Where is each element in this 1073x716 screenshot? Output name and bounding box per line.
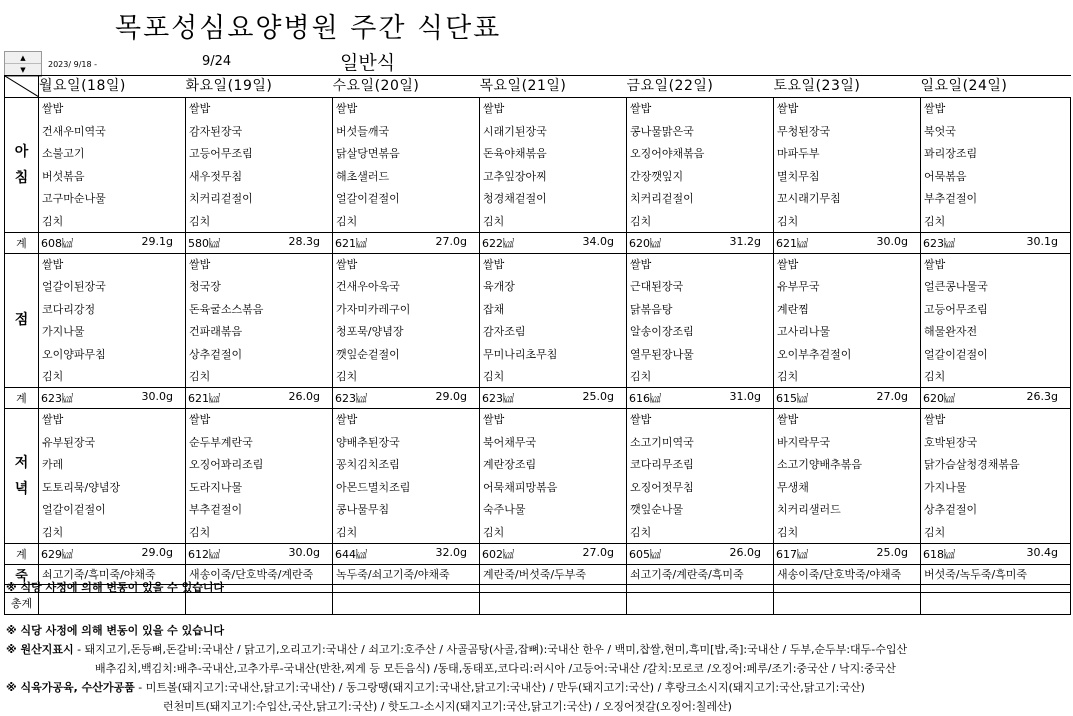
porridge-label: 죽 [5, 564, 39, 584]
protein-value: 29.1g [141, 234, 173, 248]
menu-item: 쌀밥 [189, 413, 211, 426]
menu-item: 해물완자전 [924, 325, 978, 338]
grand-total-cell [333, 592, 480, 614]
menu-item: 유부무국 [777, 280, 820, 293]
spacer-cell [480, 584, 627, 592]
menu-item: 고사리나물 [777, 325, 831, 338]
menu-item: 쌀밥 [777, 257, 799, 271]
menu-item: 코다리무조림 [630, 458, 694, 471]
total-cell [774, 543, 921, 564]
kcal-value: 618㎉ [923, 547, 955, 561]
menu-item: 유부된장국 [42, 435, 96, 449]
day-header: 수요일(20일) [333, 76, 480, 98]
menu-item: 김치 [336, 525, 358, 539]
grand-total-cell [39, 592, 186, 614]
menu-item: 쌀밥 [777, 413, 799, 426]
menu-item: 얼갈이겉절이 [42, 503, 106, 516]
menu-item: 아몬드멸치조림 [336, 480, 411, 494]
menu-item: 오징어꽈리조림 [189, 458, 264, 471]
day-header: 화요일(19일) [186, 76, 333, 98]
menu-item: 김치 [777, 370, 799, 383]
kcal-value: 621㎉ [335, 236, 367, 250]
porridge-item: 새송이죽/단호박죽/야채죽 [774, 564, 921, 584]
total-cell [774, 232, 921, 253]
total-cell [774, 388, 921, 409]
kcal-value: 605㎉ [629, 547, 661, 561]
processed-line-1: ※ 식육가공육, 수산가공품 - 미트볼(돼지고기:국내산,닭고기:국내산) / 동그랑땡(돼지고기:국내산,닭고기:국내산) / 만두(돼지고기:국산) / 후랑크소시지(돼지고기:국산,닭고기:국산) [6, 681, 865, 694]
protein-value: 27.0g [876, 390, 908, 403]
total-cell [333, 543, 480, 564]
meal-items-cell [921, 253, 1071, 388]
spacer-cell [333, 584, 480, 592]
porridge-item: 버섯죽/녹두죽/흑미죽 [921, 564, 1071, 584]
menu-item: 청경채겉절이 [483, 192, 547, 205]
meal-items-cell [333, 409, 480, 544]
menu-item: 오징어야채볶음 [630, 147, 705, 160]
grand-total-cell [627, 592, 774, 614]
menu-item: 마파두부 [777, 147, 820, 160]
kcal-value: 644㎉ [335, 547, 367, 561]
menu-item: 무미나리초무침 [483, 347, 558, 361]
date-to: 9/24 [202, 54, 232, 69]
menu-item: 쌀밥 [777, 102, 799, 115]
total-cell [921, 388, 1071, 409]
grand-total-cell [774, 592, 921, 614]
processed-line-2: 런천미트(돼지고기:수입산,국산,닭고기:국산) / 핫도그-소시지(돼지고기:국산,닭고기:국산) / 오징어젓갈(오징어:칠레산) [163, 700, 732, 713]
total-cell [480, 232, 627, 253]
protein-value: 27.0g [435, 234, 467, 248]
kcal-value: 621㎉ [188, 392, 220, 405]
meal-items-cell [480, 409, 627, 544]
grand-total-label: 총계 [5, 592, 39, 614]
menu-item: 멸치무침 [777, 169, 820, 183]
meal-items-cell [39, 409, 186, 544]
protein-value: 28.3g [288, 234, 320, 248]
change-note: ※ 식당 사정에 의해 변동이 있을 수 있습니다 [6, 624, 225, 637]
total-cell [333, 388, 480, 409]
menu-item: 상추겉절이 [189, 347, 243, 361]
menu-item: 김치 [630, 214, 652, 228]
spacer-cell [774, 584, 921, 592]
menu-item: 무청된장국 [777, 124, 831, 138]
diagonal-line [5, 76, 39, 97]
total-cell [480, 543, 627, 564]
porridge-item: 계란죽/버섯죽/두부죽 [480, 564, 627, 584]
day-header: 일요일(24일) [921, 76, 1071, 98]
menu-item: 고추잎장아찌 [483, 169, 547, 183]
menu-item: 쌀밥 [483, 413, 505, 426]
kcal-value: 629㎉ [41, 547, 73, 561]
menu-item: 닭가슴살청경채볶음 [924, 458, 1020, 471]
menu-item: 쌀밥 [630, 257, 652, 271]
total-cell [627, 232, 774, 253]
menu-item: 북어채무국 [483, 435, 537, 449]
spin-up-icon[interactable]: ▲ [5, 52, 41, 64]
menu-item: 코다리강정 [42, 302, 96, 316]
menu-item: 오징어젓무침 [630, 480, 694, 494]
protein-value: 30.1g [1026, 234, 1058, 248]
meal-items-cell [627, 253, 774, 388]
menu-item: 꼬시래기무침 [777, 192, 841, 205]
menu-item: 북엇국 [924, 124, 956, 138]
menu-item: 쌀밥 [630, 413, 652, 426]
kcal-value: 623㎉ [923, 236, 955, 250]
menu-item: 건새우미역국 [42, 124, 106, 138]
menu-item: 가자미카레구이 [336, 302, 411, 316]
menu-item: 얼갈이된장국 [42, 280, 106, 293]
total-cell [39, 543, 186, 564]
menu-item: 감자된장국 [189, 124, 243, 138]
diet-type: 일반식 [340, 52, 396, 74]
meal-label: 점 [5, 253, 39, 388]
menu-item: 버섯들깨국 [336, 124, 390, 138]
menu-item: 김치 [336, 214, 358, 228]
page-title: 목포성심요양병원 주간 식단표 [115, 13, 502, 44]
menu-item: 숙주나물 [483, 503, 526, 516]
day-header: 월요일(18일) [39, 76, 186, 98]
menu-item: 육개장 [483, 280, 515, 293]
protein-value: 30.0g [876, 234, 908, 248]
meal-items-cell [921, 98, 1071, 233]
menu-item: 오이부추겉절이 [777, 347, 852, 361]
menu-item: 쌀밥 [924, 102, 946, 115]
menu-item: 잡채 [483, 302, 505, 316]
date-from: 2023/ 9/18 - [48, 60, 97, 69]
meal-items-cell [774, 409, 921, 544]
total-cell [921, 543, 1071, 564]
menu-item: 돈육굴소스볶음 [189, 302, 264, 316]
menu-item: 쌀밥 [630, 102, 652, 115]
menu-item: 김치 [189, 525, 211, 539]
kcal-value: 623㎉ [41, 392, 73, 405]
menu-item: 김치 [189, 214, 211, 228]
menu-item: 간장깻잎지 [630, 169, 684, 183]
total-cell [333, 232, 480, 253]
notes [6, 621, 1066, 716]
origin-line-1: ※ 원산지표시 - 돼지고기,돈등뼈,돈갈비:국내산 / 닭고기,오리고기:국내산 / 쇠고기:호주산 / 사골곰탕(사골,잡뼈):국내산 한우 / 백미,찹쌀,현미,흑미[밥,죽]:국내산 / 두부,순두부:대두-수입산 [6, 643, 908, 656]
kcal-value: 623㎉ [482, 392, 514, 405]
meal-label: 아 침 [5, 98, 39, 233]
meal-items-cell [333, 98, 480, 233]
kcal-value: 602㎉ [482, 547, 514, 561]
grand-total-cell [921, 592, 1071, 614]
menu-item: 치커리겉절이 [189, 192, 253, 205]
menu-item: 열무된장나물 [630, 347, 694, 361]
total-cell [186, 388, 333, 409]
menu-item: 도라지나물 [189, 480, 243, 494]
total-label: 계 [5, 543, 39, 564]
protein-value: 25.0g [876, 545, 908, 559]
meal-items-cell [921, 409, 1071, 544]
menu-item: 고등어무조림 [924, 302, 988, 316]
porridge-item: 새송이죽/단호박죽/계란죽 [186, 564, 333, 584]
menu-item: 부추겉절이 [924, 192, 978, 205]
menu-item: 쌀밥 [336, 102, 358, 115]
menu-item: 얼갈이겉절이 [336, 192, 400, 205]
menu-item: 부추겉절이 [189, 503, 243, 516]
menu-item: 김치 [42, 525, 64, 539]
meal-items-cell [39, 98, 186, 233]
menu-item: 쌀밥 [336, 257, 358, 271]
menu-item: 콩나물무침 [336, 503, 390, 516]
overlay-note: ※ 식당 사정에 의해 변동이 있을 수 있습니다 [6, 581, 225, 593]
meal-items-cell [39, 253, 186, 388]
protein-value: 31.2g [729, 234, 761, 248]
menu-item: 치커리샐러드 [777, 503, 841, 516]
spacer-cell [921, 584, 1071, 592]
meal-items-cell [186, 98, 333, 233]
day-header: 금요일(22일) [627, 76, 774, 98]
porridge-item: 쇠고기죽/흑미죽/야채죽 [39, 564, 186, 584]
meal-items-cell [480, 98, 627, 233]
menu-item: 어묵채피망볶음 [483, 480, 558, 494]
menu-item: 소고기양배추볶음 [777, 458, 863, 471]
menu-item: 쌀밥 [42, 257, 64, 271]
menu-item: 소고기미역국 [630, 435, 694, 449]
menu-item: 김치 [924, 370, 946, 383]
menu-item: 바지락무국 [777, 435, 831, 449]
kcal-value: 612㎉ [188, 547, 220, 561]
grand-total-cell [480, 592, 627, 614]
total-cell [627, 388, 774, 409]
menu-item: 고구마순나물 [42, 192, 106, 205]
day-header: 목요일(21일) [480, 76, 627, 98]
menu-item: 닭볶음탕 [630, 302, 673, 316]
kcal-value: 608㎉ [41, 236, 73, 250]
menu-item: 가지나물 [42, 325, 85, 338]
menu-item: 감자조림 [483, 325, 526, 338]
protein-value: 29.0g [435, 390, 467, 403]
menu-item: 쌀밥 [336, 413, 358, 426]
total-cell [921, 232, 1071, 253]
menu-table [4, 75, 1071, 615]
total-cell [186, 232, 333, 253]
meal-items-cell [774, 253, 921, 388]
menu-item: 계란장조림 [483, 458, 537, 471]
kcal-value: 623㎉ [335, 392, 367, 405]
porridge-item: 녹두죽/쇠고기죽/야채죽 [333, 564, 480, 584]
spin-down-icon[interactable]: ▼ [20, 66, 26, 74]
protein-value: 30.0g [141, 390, 173, 403]
protein-value: 30.4g [1026, 545, 1058, 559]
protein-value: 26.0g [729, 545, 761, 559]
meal-items-cell [186, 253, 333, 388]
menu-item: 김치 [483, 525, 505, 539]
kcal-value: 620㎉ [923, 392, 955, 405]
menu-item: 꽈리장조림 [924, 147, 978, 160]
menu-item: 치커리겉절이 [630, 192, 694, 205]
grand-total-cell [186, 592, 333, 614]
menu-item: 김치 [630, 370, 652, 383]
kcal-value: 621㎉ [776, 236, 808, 250]
protein-value: 30.0g [288, 545, 320, 559]
total-cell [186, 543, 333, 564]
menu-item: 상추겉절이 [924, 503, 978, 516]
protein-value: 32.0g [435, 545, 467, 559]
menu-item: 김치 [924, 525, 946, 539]
date-spinner[interactable] [4, 51, 42, 77]
menu-item: 얼갈이겉절이 [924, 347, 988, 361]
menu-item: 소불고기 [42, 147, 85, 160]
protein-value: 31.0g [729, 390, 761, 403]
menu-item: 쌀밥 [924, 413, 946, 426]
menu-item: 양배추된장국 [336, 435, 400, 449]
meal-items-cell [774, 98, 921, 233]
menu-item: 버섯볶음 [42, 169, 85, 183]
menu-item: 쌀밥 [924, 257, 946, 271]
day-header: 토요일(23일) [774, 76, 921, 98]
menu-item: 닭살당면볶음 [336, 147, 400, 160]
menu-item: 오이양파무침 [42, 347, 106, 361]
origin-line-2: 배추김치,백김치:배추-국내산,고추가루-국내산(반찬,찌게 등 모든음식) /동태,동태포,코다리:러시아 /고등어:국내산 /갈치:모로코 /오징어:페루/조기:중국산 / 낙지:중국산 [95, 662, 896, 675]
porridge-item: 쇠고기죽/계란죽/흑미죽 [627, 564, 774, 584]
menu-item: 김치 [336, 370, 358, 383]
menu-item: 김치 [777, 525, 799, 539]
menu-item: 가지나물 [924, 480, 967, 494]
menu-item: 청국장 [189, 280, 221, 293]
menu-item: 돈육야채볶음 [483, 147, 547, 160]
corner-cell [5, 76, 39, 98]
menu-item: 근대된장국 [630, 280, 684, 293]
menu-item: 김치 [483, 214, 505, 228]
menu-item: 새우젓무침 [189, 169, 243, 183]
menu-item: 깻잎순겉절이 [336, 347, 400, 361]
menu-item: 김치 [630, 525, 652, 539]
total-cell [480, 388, 627, 409]
menu-item: 김치 [483, 370, 505, 383]
protein-value: 34.0g [582, 234, 614, 248]
menu-item: 해초샐러드 [336, 169, 390, 183]
meal-items-cell [480, 253, 627, 388]
protein-value: 25.0g [582, 390, 614, 403]
menu-item: 호박된장국 [924, 435, 978, 449]
meal-label: 저 녁 [5, 409, 39, 544]
total-label: 계 [5, 232, 39, 253]
meal-items-cell [627, 98, 774, 233]
protein-value: 26.3g [1026, 390, 1058, 403]
meal-items-cell [627, 409, 774, 544]
kcal-value: 616㎉ [629, 392, 661, 405]
menu-item: 깻잎순나물 [630, 503, 684, 516]
kcal-value: 615㎉ [776, 392, 808, 405]
menu-item: 김치 [42, 214, 64, 228]
total-cell [39, 232, 186, 253]
kcal-value: 622㎉ [482, 236, 514, 250]
menu-item: 쌀밥 [189, 102, 211, 115]
menu-item: 순두부계란국 [189, 435, 253, 449]
menu-item: 건새우아욱국 [336, 280, 400, 293]
menu-item: 시래기된장국 [483, 124, 547, 138]
menu-item: 카레 [42, 458, 64, 471]
total-label: 계 [5, 388, 39, 409]
meal-items-cell [186, 409, 333, 544]
kcal-value: 580㎉ [188, 236, 220, 250]
protein-value: 27.0g [582, 545, 614, 559]
kcal-value: 620㎉ [629, 236, 661, 250]
menu-item: 어묵볶음 [924, 169, 967, 183]
menu-item: 얼큰콩나물국 [924, 280, 988, 293]
menu-item: 김치 [924, 214, 946, 228]
menu-item: 쌀밥 [483, 102, 505, 115]
kcal-value: 617㎉ [776, 547, 808, 561]
menu-item: 쌀밥 [42, 413, 64, 426]
menu-item: 쌀밥 [42, 102, 64, 115]
menu-item: 쌀밥 [189, 257, 211, 271]
spacer-cell [627, 584, 774, 592]
protein-value: 26.0g [288, 390, 320, 403]
meal-items-cell [333, 253, 480, 388]
menu-item: 건파래볶음 [189, 325, 243, 338]
menu-item: 꽁치김치조림 [336, 458, 400, 471]
menu-item: 김치 [777, 214, 799, 228]
menu-item: 쌀밥 [483, 257, 505, 271]
protein-value: 29.0g [141, 545, 173, 559]
menu-item: 계란찜 [777, 302, 809, 316]
menu-item: 도토리묵/양념장 [42, 480, 121, 494]
total-cell [39, 388, 186, 409]
menu-item: 김치 [42, 370, 64, 383]
total-cell [627, 543, 774, 564]
menu-item: 알송이장조림 [630, 325, 694, 338]
menu-item: 무생채 [777, 480, 809, 494]
menu-item: 청포묵/양념장 [336, 325, 404, 338]
menu-item: 김치 [189, 370, 211, 383]
menu-item: 고등어무조림 [189, 147, 253, 160]
menu-item: 콩나물맑은국 [630, 124, 694, 138]
